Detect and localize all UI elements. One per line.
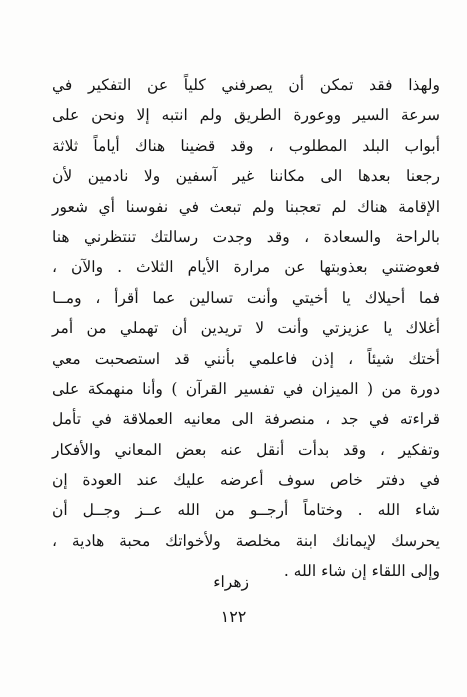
- text-line: بالراحة والسعادة ، وقد وجدت رسالتك تنتظرني هنا: [52, 227, 440, 246]
- page-number: ١٢٢: [220, 607, 247, 626]
- text-line: فما أحيلاك يا أخيتي وأنت تسالين عما أقرأ ، ومــا: [52, 288, 440, 307]
- text-line: فعوضتني بعذوبتها عن مرارة الأيام الثلاث . والآن ،: [52, 258, 440, 277]
- text-line: الإقامة هناك لم تعجبنا ولم تبعث في نفوسنا أي شعور: [52, 197, 440, 216]
- text-line: شاء الله . وختاماً أرجــو من الله عــز وجــل أن: [52, 501, 440, 520]
- text-line: وتفكير ، وقد بدأت أنقل عنه بعض المعاني والأفكار: [52, 440, 440, 459]
- text-line: أغلاك يا عزيزتي وأنت لا تريدين أن تهملي من أمر: [52, 319, 440, 338]
- text-line: أبواب البلد المطلوب ، وقد قضينا هناك أياماً ثلاثة: [52, 136, 440, 155]
- text-line: ولهذا فقد تمكن أن يصرفني كلياً عن التفكير في: [52, 76, 440, 94]
- text-line: في دفتر خاص سوف أعرضه عليك عند العودة إن: [52, 471, 440, 490]
- letter-body: [52, 70, 440, 587]
- signature: زهراء: [213, 573, 249, 591]
- text-line: يحرسك لإيمانك ابنة مخلصة ولأخواتك محبة هادية ،: [52, 531, 440, 550]
- text-line: رجعنا بعدها الى مكاننا غير آسفين ولا نادمين لأن: [52, 167, 440, 186]
- text-line: قراءته في جد ، منصرفة الى معانيه العملاقة في تأمل: [52, 410, 440, 429]
- text-line: دورة من ( الميزان في تفسير القرآن ) وأنا منهمكة على: [52, 379, 440, 398]
- text-line: أختك شيئاً ، إذن فاعلمي بأنني قد استصحبت معي: [52, 349, 440, 368]
- text-line: وإلى اللقاء إن شاء الله .: [283, 562, 440, 581]
- text-line: سرعة السير ووعورة الطريق ولم انتبه إلا ونحن على: [52, 106, 440, 125]
